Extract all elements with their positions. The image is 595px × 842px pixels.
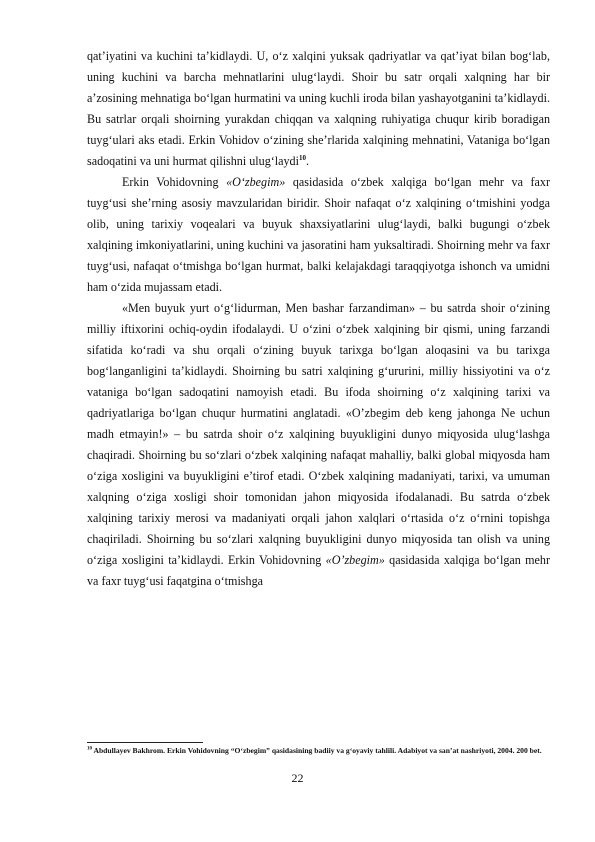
footnote-reference: 10 [298, 153, 306, 162]
body-text [87, 46, 550, 592]
paragraph-1 [87, 46, 550, 172]
paragraph-3-end: qasidasida xalqiga bo‘lgan mehr va faxr tuyg‘usi faqatgina o‘tmishga [87, 553, 550, 588]
footnote [87, 746, 550, 756]
paragraph-2-lead: Erkin Vohidovning [122, 175, 227, 189]
paragraph-3-text: «Men buyuk yurt o‘g‘lidurman, Men bashar farzandiman» – bu satrda shoir o‘zining milliy iftixorini ochiq-oydin ifodalaydi. U o‘zini o‘zbek xalqining bir qismi, uning farzandi sifatida ko‘radi va shu orqali o‘zining buyuk tarixga bo‘lgan aloqasini va bu tarixga bog‘langanligini ta’kidlaydi. Shoirning bu satri xalqining g‘ururini, milliy hissiyotini va o‘z vataniga bo‘lgan sadoqatini namoyish etadi. Bu ifoda shoirning o‘z xalqining tarixi va qadriyatlariga bo‘lgan chuqur hurmatini anglatadi. «O’zbegim deb keng jahonga Ne uchun madh etmayin!» – bu satrda shoir o‘z xalqining buyukligini dunyo miqyosida ulug‘lashga chaqiradi. Shoirning bu so‘zlari o‘zbek xalqining nafaqat mahalliy, balki global miqyosda ham o‘ziga xosligini va buyukligini e’tirof etadi. O‘zbek xalqining madaniyati, tarixi, va umuman xalqning o‘ziga xosligi shoir tomonidan jahon miqyosida ifodalanadi. Bu satrda o‘zbek xalqining tarixiy merosi va madaniyati orqali jahon xalqlari o‘rtasida o‘z o‘rnini topishga chaqiriladi. Shoirning bu so‘zlari xalqning buyukligini dunyo miqyosida tan olish va uning o‘ziga xosligini ta’kidlaydi. Erkin Vohidovning [87, 301, 550, 567]
paragraph-3 [87, 298, 550, 592]
paragraph-2 [87, 172, 550, 298]
poem-title-inline: «O’zbegim» [325, 553, 385, 567]
poem-title: «O‘zbegim» [226, 175, 286, 189]
paragraph-2-text: qasidasida o‘zbek xalqiga bo‘lgan mehr va faxr tuyg‘usi she’rning asosiy mavzularidan biridir. Shoir nafaqat o‘z xalqining o‘tmishini yodga olib, uning tarixiy voqealari va buyuk shaxsiyatlarini ulug‘laydi, balki bugungi o‘zbek xalqining imkoniyatlarini, uning kuchini va jasoratini ham yuksaltiradi. Shoirning mehr va faxr tuyg‘usi, nafaqat o‘tmishga bo‘lgan hurmat, balki kelajakdagi taraqqiyotga ishonch va umidni ham o‘zida mujassam etadi. [87, 175, 551, 294]
page-number: 22 [291, 771, 304, 785]
footnote-marker: 10 [87, 746, 92, 752]
footnote-text: Abdullayev Bakhrom. Erkin Vohidovning “O‘zbegim” qasidasining badiiy va g‘oyaviy tahlili. Adabiyot va san’at nashriyoti, 2004. 200 bet. [92, 746, 542, 755]
paragraph-1-end: . [305, 154, 309, 168]
paragraph-1-text: qat’iyatini va kuchini ta’kidlaydi. U, o‘z xalqini yuksak qadriyatlar va qat’iyat bilan bog‘lab, uning kuchini va barcha mehnatlarini ulug‘laydi. Shoir bu satr orqali xalqning har bir a’zosining mehnatiga bo‘lgan hurmatini va uning kuchli iroda bilan yashayotganini ta’kidlaydi. Bu satrlar orqali shoirning yurakdan chiqqan va xalqning ruhiyatiga chuqur kirib boradigan tuyg‘ulari aks etadi. Erkin Vohidov o‘zining she’rlarida xalqining mehnatini, Vataniga bo‘lgan sadoqatini va uni hurmat qilishni ulug‘laydi [87, 49, 550, 168]
footnote-divider [87, 742, 203, 743]
